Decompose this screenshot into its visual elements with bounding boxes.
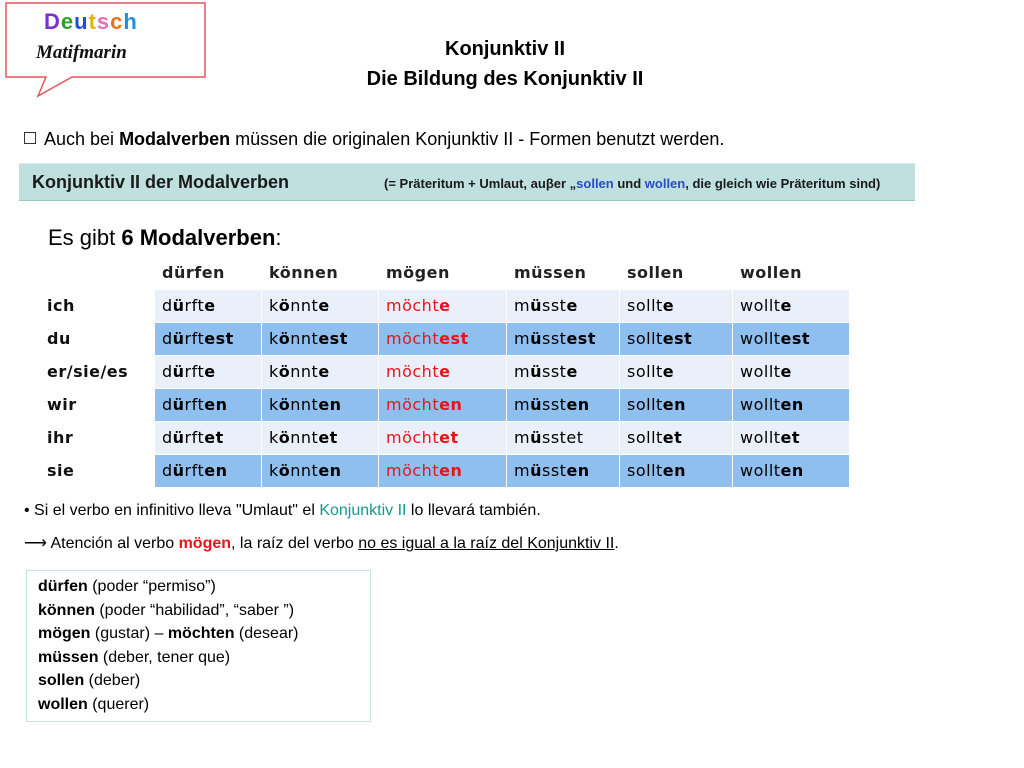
vocab-verb: wollen: [38, 695, 88, 713]
logo-letter: c: [110, 9, 124, 34]
verb-part: d: [162, 428, 173, 447]
verb-part-bold: ü: [172, 395, 185, 414]
verb-part-bold: est: [780, 329, 811, 348]
verb-part-bold: en: [204, 395, 228, 414]
verb-part-bold: ü: [172, 329, 185, 348]
verb-part: sollt: [627, 296, 663, 315]
umlaut-rule: [24, 502, 541, 520]
verb-part: m: [514, 362, 531, 381]
verb-part-bold: en: [566, 461, 590, 480]
verb-form-cell: [379, 455, 507, 487]
verb-form-cell: [733, 422, 850, 454]
verb-part: sollt: [627, 329, 663, 348]
pronoun-cell: sie: [47, 461, 75, 480]
verb-part-bold: en: [662, 395, 687, 414]
verb-part-bold: est: [439, 329, 469, 348]
vocab-line: [38, 622, 370, 646]
verb-part: sstet: [541, 428, 584, 447]
verb-part-bold: ü: [530, 428, 542, 447]
vocab-line: [38, 599, 370, 623]
warning-pre: Atención al verbo: [46, 535, 179, 552]
vocab-meaning: (poder “habilidad”, “saber ”): [94, 601, 295, 619]
column-header: dürfen: [162, 263, 225, 282]
verb-part-bold: en: [204, 461, 228, 480]
vocab-line: [38, 693, 370, 717]
logo-letter: t: [88, 9, 97, 34]
verb-form-cell: [262, 323, 379, 355]
checkbox-bullet-icon: [24, 132, 36, 144]
banner-und: und: [613, 176, 645, 191]
verb-part-bold: ü: [172, 362, 185, 381]
vocab-verb: können: [38, 601, 95, 619]
verb-part-bold: e: [780, 362, 792, 381]
verb-part: möcht: [386, 329, 440, 348]
verb-part: k: [269, 428, 279, 447]
verb-part: wollt: [740, 395, 781, 414]
verb-part-bold: ü: [172, 461, 185, 480]
verb-part-bold: ö: [278, 461, 291, 480]
count-post: :: [275, 225, 282, 250]
logo-brand-text: [44, 9, 138, 35]
verb-part-bold: en: [780, 395, 804, 414]
verb-part: d: [162, 362, 173, 381]
warning-mid: , la raíz del verbo: [231, 535, 359, 552]
verb-part-bold: est: [204, 329, 234, 348]
verb-part: wollt: [740, 362, 781, 381]
verb-part-bold: ö: [278, 329, 291, 348]
verb-part-bold: e: [318, 296, 330, 315]
column-header: wollen: [740, 263, 802, 282]
logo-letter: e: [60, 9, 75, 34]
verb-part: d: [162, 395, 173, 414]
verb-part: sst: [541, 296, 567, 315]
verb-part: k: [269, 329, 279, 348]
vocab-line: [38, 646, 370, 670]
vocab-meaning: (poder “permiso”): [87, 578, 216, 595]
verb-form-cell: [733, 455, 850, 487]
logo-letter: D: [44, 9, 61, 34]
verb-part: nnt: [290, 428, 319, 447]
vocab-meaning: (deber): [84, 672, 141, 689]
mogen-warning: [24, 533, 619, 553]
verb-part: rft: [184, 362, 205, 381]
count-pre: Es gibt: [48, 225, 122, 250]
verb-part: sollt: [627, 395, 663, 414]
verb-part-bold: e: [204, 362, 216, 381]
logo-letter: u: [74, 9, 89, 34]
verb-part: nnt: [290, 461, 319, 480]
verb-part-bold: e: [662, 296, 675, 315]
banner-wollen: wollen: [644, 176, 686, 191]
verb-part-bold: en: [318, 395, 342, 414]
verb-form-cell: [733, 290, 850, 322]
banner-title: Konjunktiv II der Modalverben: [32, 172, 290, 192]
vocab-verb: möchten: [167, 625, 235, 642]
verb-form-cell: [507, 389, 620, 421]
pronoun-cell: du: [47, 329, 71, 348]
verb-part: sollt: [627, 428, 663, 447]
verb-form-cell: [262, 356, 379, 388]
vocab-meaning: (desear): [234, 625, 299, 642]
verb-form-cell: [379, 290, 507, 322]
verb-part-bold: et: [204, 428, 224, 447]
column-header: sollen: [627, 263, 684, 282]
note-text-pre: Auch bei: [44, 129, 120, 149]
verb-part-bold: e: [662, 362, 675, 381]
vocabulary-box: [26, 570, 371, 722]
verb-part: wollt: [740, 461, 781, 480]
verb-part: d: [162, 329, 173, 348]
verb-part-bold: e: [318, 362, 330, 381]
verb-form-cell: [620, 455, 733, 487]
vocab-meaning: (deber, tener que): [98, 648, 231, 666]
logo: [0, 0, 210, 100]
bullet-icon: •: [24, 502, 30, 519]
warning-underlined: no es igual a la raíz del Konjunktiv II: [358, 535, 615, 552]
verb-form-cell: [379, 389, 507, 421]
logo-author: Matifmarin: [36, 42, 127, 63]
pronoun-cell: ich: [47, 296, 75, 315]
verb-form-cell: [733, 389, 850, 421]
verb-form-cell: [733, 323, 850, 355]
verb-part-bold: e: [566, 362, 578, 381]
verb-part: wollt: [740, 329, 781, 348]
arrow-right-icon: ⟶: [24, 535, 47, 552]
verb-part: k: [269, 362, 279, 381]
banner-sollen: sollen: [576, 176, 614, 191]
verb-part-bold: e: [780, 296, 792, 315]
verb-part: k: [269, 395, 279, 414]
verb-part: möcht: [386, 428, 440, 447]
verb-form-cell: [620, 389, 733, 421]
verb-part: m: [514, 461, 531, 480]
verb-part-bold: en: [439, 461, 463, 480]
verb-part: sst: [541, 329, 567, 348]
verb-part-bold: en: [566, 395, 590, 414]
verb-part: nnt: [290, 395, 319, 414]
section-banner: [19, 163, 915, 201]
verb-part: k: [269, 461, 279, 480]
banner-paren-b: , die gleich wie Präteritum sind): [685, 176, 881, 191]
verb-part-bold: en: [780, 461, 804, 480]
verb-form-cell: [620, 290, 733, 322]
verb-form-cell: [620, 323, 733, 355]
verb-form-cell: [733, 356, 850, 388]
vocab-line: [38, 669, 370, 693]
verb-part: nnt: [290, 329, 319, 348]
verb-part-bold: est: [566, 329, 596, 348]
verb-part: m: [514, 428, 531, 447]
verb-part-bold: et: [318, 428, 338, 447]
modal-verb-count: [48, 225, 282, 251]
page-title: Konjunktiv II: [445, 38, 565, 60]
vocab-meaning: (querer): [87, 695, 150, 713]
verb-form-cell: [262, 422, 379, 454]
verb-part: m: [514, 395, 531, 414]
verb-part-bold: ö: [278, 395, 291, 414]
verb-part: m: [514, 329, 531, 348]
verb-part-bold: ü: [530, 362, 542, 381]
rule-post: lo llevará también.: [406, 502, 541, 519]
verb-part: sst: [541, 461, 567, 480]
verb-part-bold: ö: [278, 428, 291, 447]
verb-part-bold: ö: [278, 296, 291, 315]
verb-part-bold: ü: [530, 395, 542, 414]
verb-form-cell: [262, 389, 379, 421]
verb-form-cell: [155, 356, 262, 388]
pronoun-cell: ihr: [47, 428, 74, 447]
verb-form-cell: [155, 389, 262, 421]
verb-part: d: [162, 461, 173, 480]
vocab-meaning: (gustar) –: [90, 625, 168, 642]
column-header: mögen: [386, 263, 450, 282]
verb-part-bold: e: [566, 296, 578, 315]
warning-post: .: [614, 535, 619, 552]
banner-paren-a: (= Präteritum + Umlaut, auβer „: [384, 176, 577, 191]
vocab-verb: mögen: [38, 625, 91, 642]
modal-verbs-note: [24, 129, 724, 150]
vocab-verb: müssen: [38, 648, 99, 666]
count-bold: 6 Modalverben: [121, 225, 276, 250]
verb-form-cell: [379, 323, 507, 355]
verb-form-cell: [155, 323, 262, 355]
verb-part-bold: ü: [172, 296, 185, 315]
verb-part-bold: en: [439, 395, 463, 414]
verb-part-bold: est: [662, 329, 693, 348]
verb-part: wollt: [740, 428, 781, 447]
verb-part: sollt: [627, 461, 663, 480]
verb-form-cell: [620, 356, 733, 388]
verb-form-cell: [507, 455, 620, 487]
column-header: können: [269, 263, 339, 282]
page-subtitle: Die Bildung des Konjunktiv II: [366, 68, 644, 90]
verb-part-bold: ö: [278, 362, 291, 381]
rule-pre: Si el verbo en infinitivo lleva "Umlaut" el: [29, 502, 320, 519]
verb-part: rft: [184, 296, 205, 315]
verb-part: k: [269, 296, 279, 315]
verb-form-cell: [155, 455, 262, 487]
rule-teal: Konjunktiv II: [319, 502, 407, 519]
vocab-verb: sollen: [38, 672, 85, 689]
vocab-line: [38, 575, 370, 599]
verb-part-bold: et: [662, 428, 683, 447]
verb-form-cell: [620, 422, 733, 454]
banner-explanation: [384, 176, 880, 191]
verb-form-cell: [379, 356, 507, 388]
verb-part: sst: [541, 362, 567, 381]
verb-part: rft: [184, 329, 205, 348]
verb-form-cell: [379, 422, 507, 454]
verb-form-cell: [262, 455, 379, 487]
verb-part: nnt: [290, 296, 319, 315]
pronoun-cell: wir: [47, 395, 77, 414]
verb-part-bold: e: [439, 362, 451, 381]
verb-part-bold: est: [318, 329, 348, 348]
verb-form-cell: [262, 290, 379, 322]
verb-form-cell: [507, 323, 620, 355]
verb-part: möcht: [386, 296, 440, 315]
verb-part-bold: ü: [172, 428, 185, 447]
note-text-post: müssen die originalen Konjunktiv II - Formen benutzt werden.: [230, 129, 725, 149]
verb-part: rft: [184, 395, 205, 414]
verb-part: wollt: [740, 296, 781, 315]
verb-form-cell: [507, 290, 620, 322]
verb-part: sollt: [627, 362, 663, 381]
verb-form-cell: [507, 422, 620, 454]
logo-letter: s: [96, 9, 111, 34]
verb-part: möcht: [386, 362, 440, 381]
verb-part-bold: ü: [530, 329, 542, 348]
verb-part: rft: [184, 461, 205, 480]
verb-part: sst: [541, 395, 567, 414]
verb-form-cell: [155, 290, 262, 322]
verb-part: m: [514, 296, 531, 315]
verb-part-bold: ü: [530, 296, 542, 315]
verb-part-bold: et: [439, 428, 459, 447]
verb-part-bold: ü: [530, 461, 542, 480]
verb-part: nnt: [290, 362, 319, 381]
verb-part-bold: e: [439, 296, 451, 315]
verb-form-cell: [507, 356, 620, 388]
vocab-verb: dürfen: [38, 578, 88, 595]
verb-part: d: [162, 296, 173, 315]
pronoun-cell: er/sie/es: [47, 362, 129, 381]
column-header: müssen: [514, 263, 587, 282]
note-text-bold: Modalverben: [119, 129, 231, 149]
verb-part-bold: et: [780, 428, 801, 447]
warning-verb: mögen: [178, 535, 232, 552]
verb-part-bold: en: [318, 461, 342, 480]
verb-form-cell: [155, 422, 262, 454]
logo-letter: h: [123, 9, 138, 34]
verb-part: rft: [184, 428, 205, 447]
verb-part-bold: e: [204, 296, 216, 315]
verb-part: möcht: [386, 461, 440, 480]
verb-part-bold: en: [662, 461, 687, 480]
verb-part: möcht: [386, 395, 440, 414]
